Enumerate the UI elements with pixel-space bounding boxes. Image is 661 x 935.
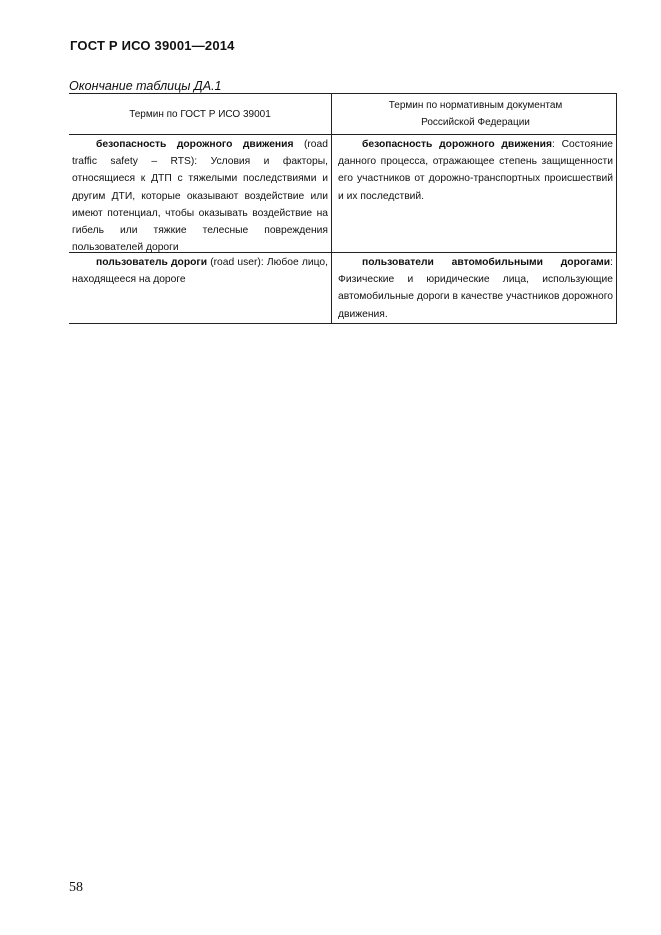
term-definition: : Состояние данного процесса, отражающее степень защищенности его участников от дорожно-транспортных происшествий и их последствий. (338, 139, 613, 202)
term-name: безопасность дорожного движения (362, 139, 553, 150)
term-name: пользователь дороги (96, 257, 208, 268)
header-cell-iso-term (69, 94, 331, 134)
header-rf-term-line1: Термин по нормативным документам (388, 100, 563, 111)
iso-term-cell (69, 253, 331, 323)
header-rf-term-line2: Российской Федерации (421, 117, 530, 128)
table-caption: Окончание таблицы ДА.1 (69, 79, 222, 93)
term-definition: (road traffic safety – RTS): Условия и факторы, относящиеся к ДТП с тяжелыми последствиями и другим ДТИ, которые оказывают воздействие или имеют потенциал, чтобы оказывать воздействие на гибель или тяжкие телесные повреждения пользователей дороги (72, 139, 328, 254)
header-iso-term-label: Термин по ГОСТ Р ИСО 39001 (129, 108, 271, 120)
document-header: ГОСТ Р ИСО 39001—2014 (70, 38, 235, 53)
table-row (69, 135, 616, 253)
term-name: пользователи автомобильными дорогами (362, 257, 611, 268)
rf-term-cell (331, 253, 616, 323)
term-definition: (road user): Любое лицо, находящееся на дороге (72, 257, 328, 286)
iso-term-cell (69, 135, 331, 252)
term-name: безопасность дорожного движения (96, 139, 294, 150)
terms-table (69, 93, 617, 324)
table-row (69, 253, 616, 323)
table-header-row (69, 94, 616, 135)
page-number: 58 (69, 880, 83, 895)
rf-term-cell (331, 135, 616, 252)
header-cell-rf-term (331, 94, 616, 134)
term-definition: : Физические и юридические лица, использующие автомобильные дороги в качестве участников дорожного движения. (338, 257, 613, 320)
